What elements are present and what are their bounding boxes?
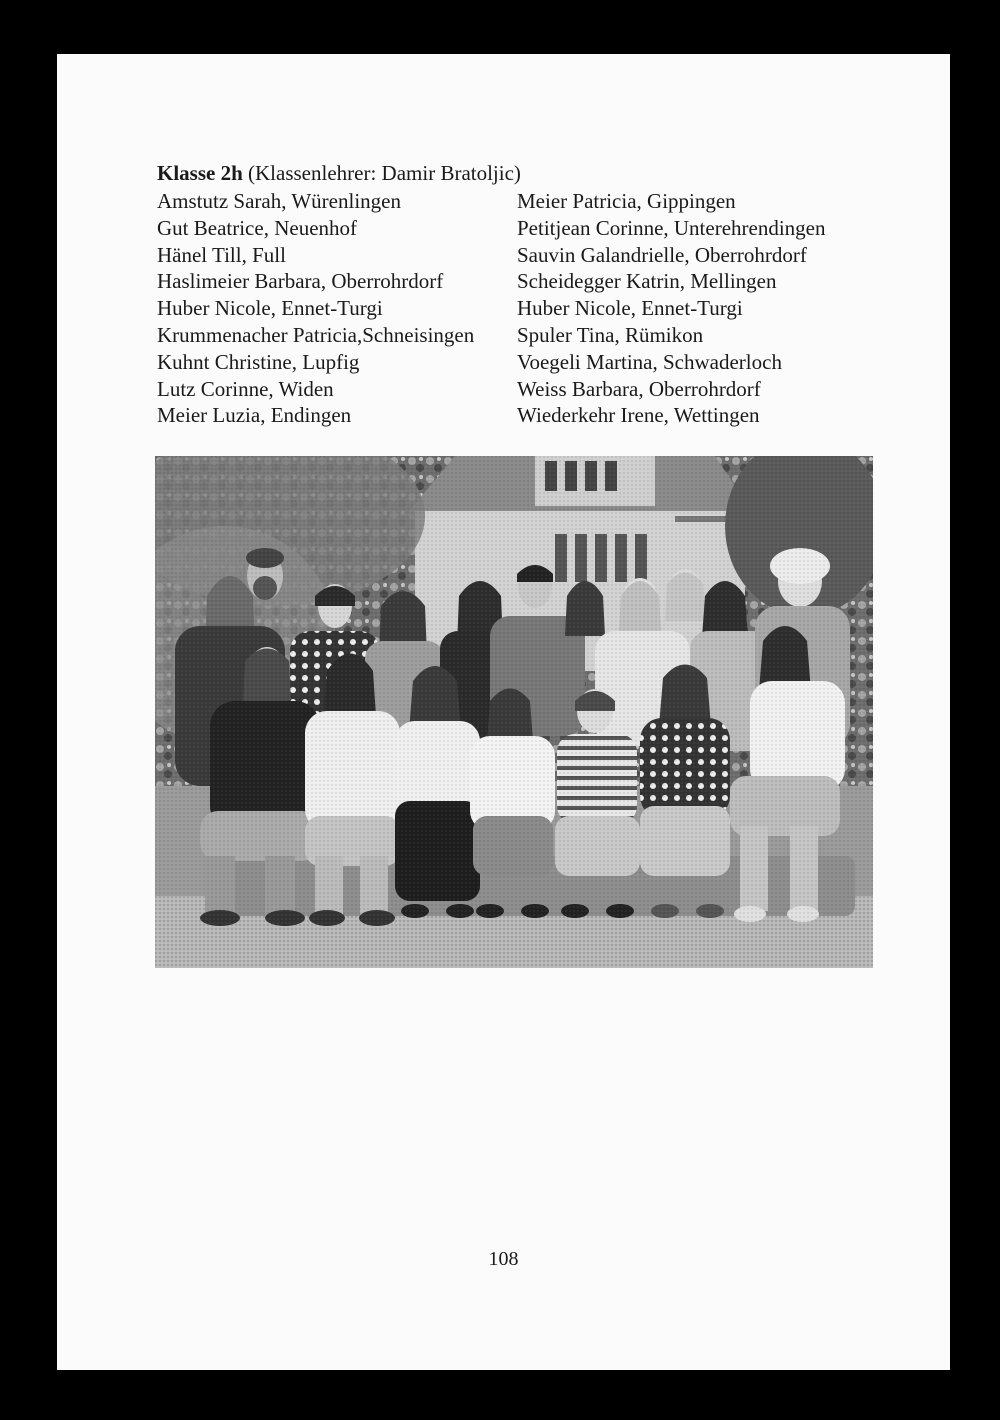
student-entry: Lutz Corinne, Widen: [157, 376, 334, 401]
student-entry: Scheidegger Katrin, Mellingen: [517, 269, 777, 294]
page-number: 108: [488, 1248, 519, 1270]
student-entry: Amstutz Sarah, Würenlingen: [157, 189, 401, 213]
student-entry: Hänel Till, Full: [157, 242, 286, 267]
student-entry: Gut Beatrice, Neuenhof: [157, 215, 358, 240]
student-entry: Haslimeier Barbara, Oberrohrdorf: [157, 269, 444, 294]
student-entry: Krummenacher Patricia,Schneisingen: [157, 322, 475, 347]
student-entry: Petitjean Corinne, Unterehrendingen: [517, 215, 826, 240]
student-entry: Voegeli Martina, Schwaderloch: [517, 349, 782, 374]
student-entry: Kuhnt Christine, Lupfig: [157, 349, 360, 374]
student-entry: Meier Luzia, Endingen: [157, 403, 352, 428]
student-entry: Sauvin Galandrielle, Oberrohrdorf: [517, 242, 807, 267]
student-entry: Wiederkehr Irene, Wettingen: [517, 403, 760, 428]
class-photo: [155, 456, 873, 968]
student-list-right: [517, 188, 826, 429]
student-entry: Huber Nicole, Ennet-Turgi: [517, 296, 743, 321]
student-entry: Huber Nicole, Ennet-Turgi: [157, 296, 383, 321]
class-teacher: (Klassenlehrer: Damir Bratoljic): [248, 161, 521, 185]
student-entry: Meier Patricia, Gippingen: [517, 189, 736, 213]
document-page: [57, 54, 950, 1370]
class-heading: [157, 160, 521, 186]
student-list-left: [157, 188, 474, 429]
class-name: Klasse 2h: [157, 161, 243, 185]
student-entry: Weiss Barbara, Oberrohrdorf: [517, 376, 761, 401]
student-entry: Spuler Tina, Rümikon: [517, 322, 704, 347]
